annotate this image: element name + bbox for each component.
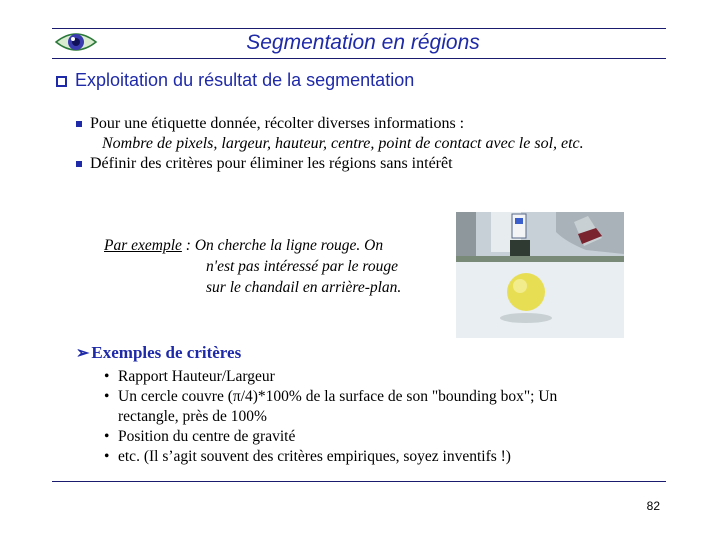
list-item [104, 387, 644, 407]
list-item [104, 367, 644, 387]
example-line: n'est pas intéressé par le rouge [206, 258, 399, 275]
section-title: Exploitation du résultat de la segmentation [75, 70, 415, 90]
checkbox-bullet-icon [56, 76, 67, 87]
footer-rule [52, 481, 666, 482]
list-item [74, 154, 584, 174]
bullet-subtext: Nombre de pixels, largeur, hauteur, centre, point de contact avec le sol, etc. [102, 135, 584, 152]
example-label: Par exemple [104, 237, 182, 254]
criteria-text: Rapport Hauteur/Largeur [118, 368, 275, 385]
criteria-text: rectangle, près de 100% [118, 408, 267, 425]
list-item-continuation [104, 407, 644, 427]
header-bottom-rule [52, 58, 666, 59]
criteria-text: etc. (Il s’agit souvent des critères empiriques, soyez inventifs !) [118, 448, 511, 465]
page-number: 82 [646, 499, 660, 513]
list-item [74, 114, 584, 134]
dot-bullet-icon: • [104, 448, 110, 465]
criteria-heading [76, 343, 241, 363]
list-item [104, 447, 644, 467]
criteria-text: Position du centre de gravité [118, 428, 296, 445]
square-bullet-icon [76, 121, 82, 127]
page-title: Segmentation en régions [246, 31, 480, 54]
bullet-text: Pour une étiquette donnée, récolter diverses informations : [90, 115, 465, 132]
example-line: : On cherche la ligne rouge. On [181, 237, 384, 254]
example-text [104, 235, 449, 298]
example-line: sur le chandail en arrière-plan. [206, 279, 402, 296]
criteria-heading-text: Exemples de critères [91, 343, 242, 362]
list-item [104, 427, 644, 447]
bullet-text: Définir des critères pour éliminer les régions sans intérêt [90, 155, 453, 172]
dot-bullet-icon: • [104, 368, 110, 385]
section-heading [56, 70, 414, 91]
yellow-ball-photo [456, 212, 624, 338]
dot-bullet-icon: • [104, 428, 110, 445]
header-top-rule [52, 28, 666, 29]
square-bullet-icon [76, 161, 82, 167]
arrow-bullet-icon: ➢ [76, 345, 90, 362]
criteria-list [104, 367, 644, 467]
info-bullets [74, 114, 584, 174]
dot-bullet-icon: • [104, 388, 110, 405]
eye-logo-icon [54, 28, 98, 56]
criteria-text: Un cercle couvre (π/4)*100% de la surface de son "bounding box"; Un [118, 388, 558, 405]
